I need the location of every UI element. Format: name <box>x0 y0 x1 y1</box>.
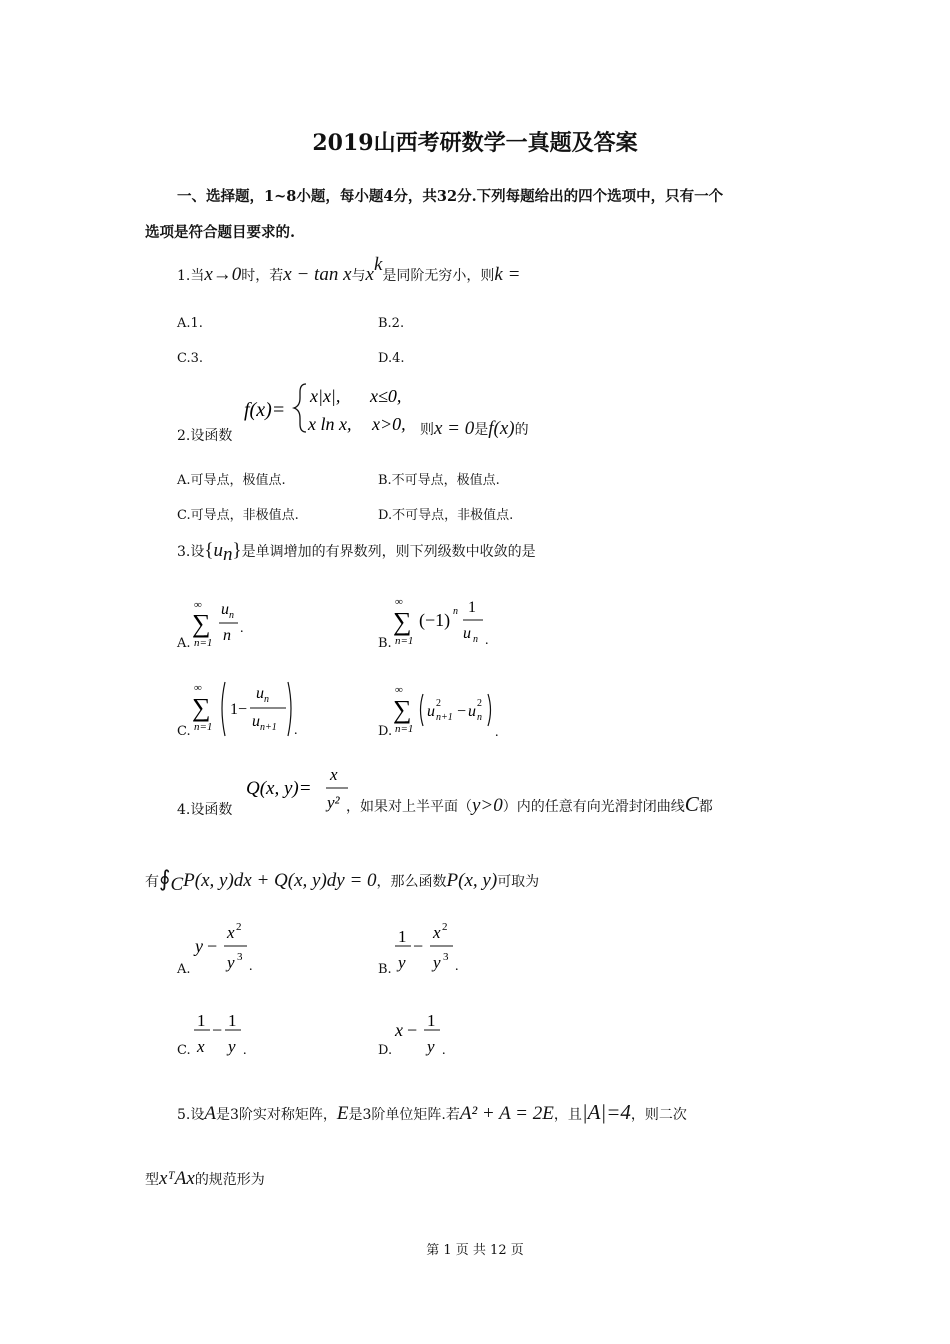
q4-text: 可取为 <box>497 874 540 890</box>
svg-text:y: y <box>228 1037 236 1056</box>
q5-text: ，且 <box>553 1107 582 1123</box>
question-1 <box>177 254 520 286</box>
q3-seq: u <box>213 540 223 561</box>
q3-label-b: B. <box>378 636 392 651</box>
q5-text: 型 <box>145 1172 159 1188</box>
q1-option-d: D.4. <box>378 351 405 366</box>
svg-text:.: . <box>485 633 489 648</box>
q4-contour-integral-icon: ∮ <box>159 866 171 891</box>
page-title: 2019山西考研数学一真题及答案 <box>312 130 638 156</box>
q2-text: 则 <box>420 422 434 438</box>
svg-text:3: 3 <box>443 951 449 963</box>
q3-label-a: A. <box>177 636 191 651</box>
q5-text: 是3阶单位矩阵.若 <box>348 1107 460 1123</box>
svg-text:2: 2 <box>236 921 242 933</box>
q2-brace <box>294 384 306 432</box>
q4-line2 <box>145 866 539 896</box>
svg-text:∑: ∑ <box>192 609 211 638</box>
q2-case1: x|x|, <box>310 386 341 406</box>
svg-text:n: n <box>264 694 269 705</box>
question-3 <box>177 540 536 566</box>
q1-prefix: 1.当 <box>177 268 205 284</box>
svg-text:1−: 1− <box>230 701 248 718</box>
q3-brace-close: } <box>232 540 242 561</box>
q3-option-b-formula <box>393 592 503 652</box>
q4-option-a-formula <box>193 918 273 978</box>
q5-quadratic-form: xᵀAx <box>159 1168 195 1189</box>
q2-prefix: 2.设函数 <box>177 428 233 444</box>
q5-matrix-e: E <box>336 1103 349 1124</box>
q4-line1-tail <box>346 792 713 817</box>
q4-label-d: D. <box>378 1043 393 1058</box>
svg-text:1: 1 <box>427 1011 436 1030</box>
q1-expression: x − tan x <box>283 264 352 285</box>
question-5-line2 <box>145 1168 265 1190</box>
svg-text:.: . <box>495 725 499 740</box>
section-heading-line2: 选项是符合题目要求的. <box>145 224 296 241</box>
svg-text:u: u <box>256 685 264 702</box>
svg-text:∑: ∑ <box>393 695 412 724</box>
q5-text: 是3阶实对称矩阵， <box>215 1107 337 1123</box>
svg-text:y: y <box>195 936 203 956</box>
svg-text:2: 2 <box>436 698 441 709</box>
svg-text:y: y <box>433 953 441 972</box>
q2-option-c: C.可导点，非极值点. <box>177 508 299 523</box>
q2-option-b: B.不可导点，极值点. <box>378 473 500 488</box>
q4-q-num: x <box>330 765 338 784</box>
q1-power-base: x <box>365 264 374 285</box>
q1-option-a: A.1. <box>177 316 203 331</box>
svg-text:u: u <box>427 703 435 720</box>
q4-option-c-formula <box>192 1002 262 1060</box>
q2-point: x = 0 <box>434 418 475 439</box>
svg-text:.: . <box>240 621 244 636</box>
q3-label-d: D. <box>378 724 393 739</box>
svg-text:n: n <box>473 634 478 645</box>
svg-text:∞: ∞ <box>395 596 403 608</box>
svg-text:n: n <box>229 610 234 621</box>
q4-text: 都 <box>698 799 713 815</box>
svg-text:1: 1 <box>398 927 407 946</box>
q1-text: 是同阶无穷小，则 <box>382 268 495 284</box>
q5-matrix-a: A <box>204 1103 216 1124</box>
svg-text:y: y <box>427 1037 435 1056</box>
svg-text:x: x <box>227 923 235 942</box>
q2-fx2: f(x) <box>488 418 515 439</box>
svg-text:n: n <box>223 627 231 644</box>
q4-option-b-formula <box>393 918 473 978</box>
q3-option-c-formula <box>192 678 312 740</box>
q1-condition: x→0 <box>204 264 242 285</box>
q4-label-c: C. <box>177 1043 191 1058</box>
svg-text:u: u <box>468 703 476 720</box>
q1-text: 与 <box>351 268 366 284</box>
svg-text:−: − <box>457 703 467 720</box>
q2-piecewise-function <box>240 378 420 440</box>
q2-case1-cond: x≤0, <box>370 386 402 406</box>
svg-text:n=1: n=1 <box>395 723 414 735</box>
q3-prefix: 3.设 <box>177 544 205 560</box>
q4-label-b: B. <box>378 962 392 977</box>
q2-option-a: A.可导点，极值点. <box>177 473 286 488</box>
page-footer: 第 1 页 共 12 页 <box>426 1243 524 1258</box>
q3-seq-sub: n <box>222 543 233 565</box>
svg-text:u: u <box>463 625 471 642</box>
svg-text:−: − <box>212 1020 223 1040</box>
svg-text:y: y <box>227 953 235 972</box>
svg-text:x: x <box>197 1037 205 1056</box>
q2-case2: x ln x, <box>308 414 352 434</box>
q2-text: 是 <box>474 422 489 438</box>
svg-text:.: . <box>243 1043 247 1058</box>
question-5-line1 <box>177 1100 687 1125</box>
q3-label-c: C. <box>177 724 191 739</box>
q5-determinant: |A|=4 <box>581 1100 631 1124</box>
q2-case2-cond: x>0, <box>372 414 406 434</box>
svg-text:n=1: n=1 <box>395 635 414 647</box>
svg-text:.: . <box>455 959 459 974</box>
q1-option-c: C.3. <box>177 351 204 366</box>
q4-q-lhs: Q(x, y)= <box>246 778 312 799</box>
svg-text:n+1: n+1 <box>260 722 277 733</box>
svg-text:∑: ∑ <box>393 607 412 636</box>
section-heading-line1: 一、选择题，1~8小题，每小题4分，共32分.下列每题给出的四个选项中，只有一个 <box>177 188 724 205</box>
svg-text:∞: ∞ <box>395 684 403 696</box>
svg-text:n=1: n=1 <box>194 637 213 649</box>
q4-label-a: A. <box>177 962 191 977</box>
q4-text: ）内的任意有向光滑封闭曲线 <box>502 799 685 815</box>
q4-text: ，如果对上半平面（ <box>346 799 472 815</box>
q1-power-exp: k <box>373 254 383 275</box>
svg-text:1: 1 <box>197 1011 206 1030</box>
svg-text:u: u <box>221 601 229 618</box>
svg-text:n+1: n+1 <box>436 712 453 723</box>
q4-option-d-formula <box>393 1002 463 1060</box>
q3-option-d-formula <box>393 680 513 740</box>
svg-text:x: x <box>395 1020 403 1040</box>
q5-text: 5.设 <box>177 1107 205 1123</box>
svg-text:1: 1 <box>468 599 476 616</box>
q4-integral: P(x, y)dx + Q(x, y)dy = 0 <box>183 870 377 891</box>
q4-contour-sub: C <box>170 873 184 895</box>
q4-text: 有 <box>145 874 159 890</box>
q2-tail <box>420 418 529 440</box>
q2-option-d: D.不可导点，非极值点. <box>378 508 514 523</box>
svg-text:n=1: n=1 <box>194 721 213 733</box>
q2-text: 的 <box>514 422 529 438</box>
q4-prefix: 4.设函数 <box>177 802 233 818</box>
svg-text:−: − <box>207 936 218 956</box>
q3-brace-open: { <box>204 540 214 561</box>
q4-text: ，那么函数 <box>376 874 447 890</box>
svg-text:y: y <box>398 953 406 972</box>
q4-p-fn: P(x, y) <box>446 870 498 891</box>
q3-option-a-formula <box>192 596 262 650</box>
svg-text:.: . <box>294 723 298 738</box>
svg-text:∞: ∞ <box>194 599 202 611</box>
q5-text: 的规范形为 <box>194 1172 265 1188</box>
svg-text:2: 2 <box>477 698 482 709</box>
svg-text:n: n <box>453 606 458 617</box>
svg-text:∞: ∞ <box>194 682 202 694</box>
svg-text:.: . <box>442 1043 446 1058</box>
q1-text: 时，若 <box>241 268 284 284</box>
q4-region: y>0 <box>472 795 503 816</box>
svg-text:1: 1 <box>228 1011 237 1030</box>
svg-text:n: n <box>477 712 482 723</box>
svg-text:(−1): (−1) <box>419 610 451 630</box>
q1-ask: k = <box>494 264 521 285</box>
q5-text: ，则二次 <box>630 1107 687 1123</box>
svg-text:−: − <box>413 936 424 956</box>
svg-text:x: x <box>433 923 441 942</box>
svg-text:3: 3 <box>237 951 243 963</box>
svg-text:.: . <box>249 959 253 974</box>
q4-curve: C <box>684 792 699 816</box>
svg-text:−: − <box>407 1020 418 1040</box>
svg-text:2: 2 <box>442 921 448 933</box>
q5-equation: A² + A = 2E <box>459 1103 554 1124</box>
q2-fx: f(x)= <box>244 399 286 421</box>
q3-text: 是单调增加的有界数列，则下列级数中收敛的是 <box>241 544 536 560</box>
q4-q-den: y² <box>327 793 340 812</box>
svg-text:u: u <box>252 713 260 730</box>
q1-option-b: B.2. <box>378 316 405 331</box>
svg-text:∑: ∑ <box>192 693 211 722</box>
q4-q-function <box>244 764 354 818</box>
